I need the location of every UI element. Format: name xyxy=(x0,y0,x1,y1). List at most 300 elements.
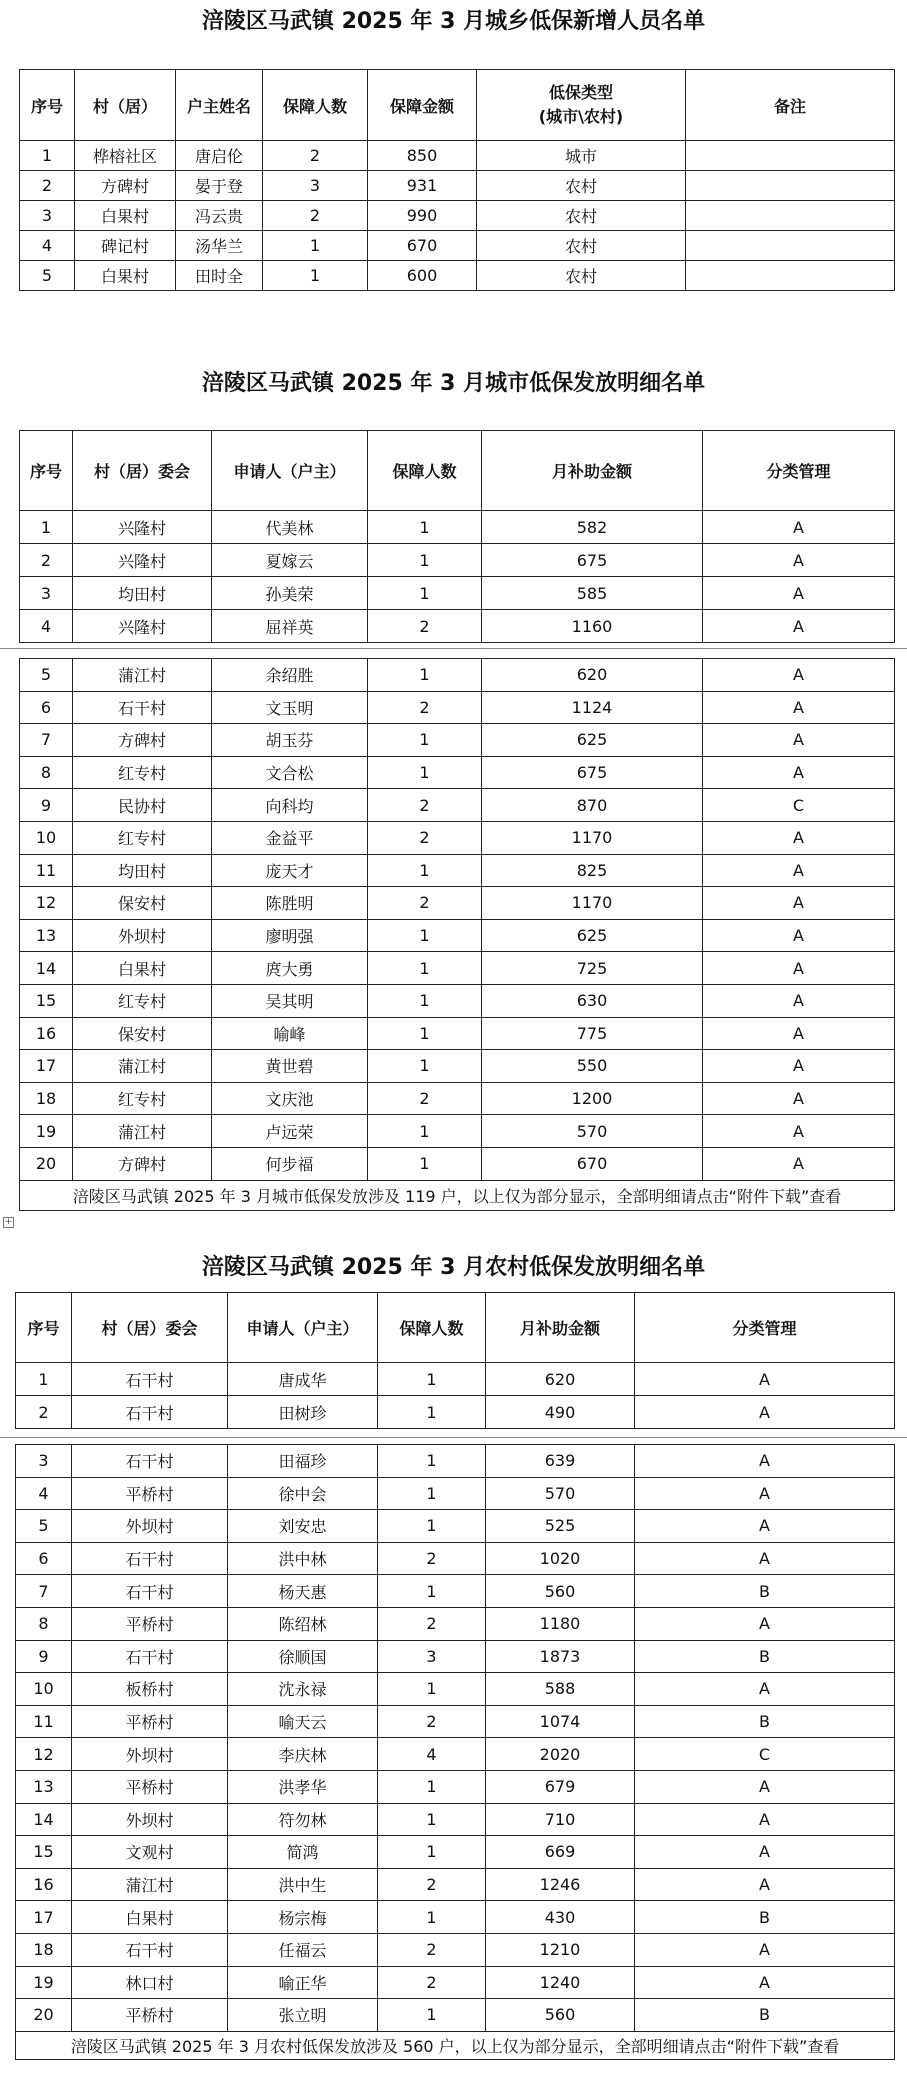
col-committee: 村（居）委会 xyxy=(72,1293,228,1363)
table-cell: 兴隆村 xyxy=(73,511,212,544)
table-cell: 庹大勇 xyxy=(212,952,368,985)
table-cell: 675 xyxy=(482,544,703,577)
table-row xyxy=(20,1050,895,1083)
table-cell: 1 xyxy=(378,1836,486,1869)
table-cell xyxy=(686,141,895,171)
table-cell: 670 xyxy=(482,1147,703,1180)
table-cell: 蒲江村 xyxy=(73,1050,212,1083)
table-cell xyxy=(686,171,895,201)
table-cell: 850 xyxy=(368,141,477,171)
table-row xyxy=(16,1445,895,1478)
table-cell: C xyxy=(635,1738,895,1771)
table-cell: 1 xyxy=(263,231,368,261)
table-cell: 1 xyxy=(378,1363,486,1396)
table-cell: 金益平 xyxy=(212,821,368,854)
table-cell xyxy=(686,261,895,291)
table-cell: 文观村 xyxy=(72,1836,228,1869)
table-cell: A xyxy=(703,821,895,854)
table-row xyxy=(20,756,895,789)
table-cell: 1 xyxy=(368,511,482,544)
table-cell: 兴隆村 xyxy=(73,544,212,577)
table-cell: 农村 xyxy=(477,231,686,261)
table-cell: 2 xyxy=(368,887,482,920)
col-remark: 备注 xyxy=(686,70,895,141)
table-cell: 唐成华 xyxy=(228,1363,378,1396)
table3-title: 涪陵区马武镇 2025 年 3 月农村低保发放明细名单 xyxy=(201,1255,706,1280)
table-cell: 方碑村 xyxy=(73,724,212,757)
table-cell: 1 xyxy=(378,1575,486,1608)
table-cell: 冯云贵 xyxy=(176,201,263,231)
table-cell: 石干村 xyxy=(72,1640,228,1673)
table-cell: A xyxy=(703,577,895,610)
table-cell: A xyxy=(703,691,895,724)
table-cell: 675 xyxy=(482,756,703,789)
table-cell: A xyxy=(635,1477,895,1510)
col-category: 分类管理 xyxy=(635,1293,895,1363)
table-cell: 2 xyxy=(20,544,73,577)
table-cell: 平桥村 xyxy=(72,1705,228,1738)
table-cell: 550 xyxy=(482,1050,703,1083)
table-cell: 1 xyxy=(378,1673,486,1706)
table-cell: 3 xyxy=(263,171,368,201)
table-cell: 1 xyxy=(368,724,482,757)
table-cell: 585 xyxy=(482,577,703,610)
table-cell: 1 xyxy=(368,756,482,789)
table-cell: 碑记村 xyxy=(75,231,176,261)
table-cell: 14 xyxy=(20,952,73,985)
table-row xyxy=(16,1477,895,1510)
col-persons: 保障人数 xyxy=(378,1293,486,1363)
table-cell: A xyxy=(635,1607,895,1640)
table-cell: 2 xyxy=(368,610,482,643)
table-cell: 3 xyxy=(20,577,73,610)
table-cell: 16 xyxy=(20,1017,73,1050)
table-cell: 均田村 xyxy=(73,854,212,887)
table-cell: 9 xyxy=(16,1640,72,1673)
table-cell: 1 xyxy=(368,854,482,887)
table-row xyxy=(16,1542,895,1575)
table-cell: 石干村 xyxy=(72,1933,228,1966)
table-cell: 12 xyxy=(20,887,73,920)
table-cell: 1 xyxy=(378,1396,486,1429)
table-cell: 屈祥英 xyxy=(212,610,368,643)
table-row xyxy=(20,1082,895,1115)
table-cell: A xyxy=(703,756,895,789)
col-householder: 户主姓名 xyxy=(176,70,263,141)
table-cell: 均田村 xyxy=(73,577,212,610)
col-type-label: 低保类型 (城市\农村) xyxy=(538,83,624,126)
table-cell: 城市 xyxy=(477,141,686,171)
table-cell: 夏嫁云 xyxy=(212,544,368,577)
table-cell: 1240 xyxy=(486,1966,635,1999)
table-row xyxy=(20,544,895,577)
table-cell: 19 xyxy=(20,1115,73,1148)
table-cell: 方碑村 xyxy=(73,1147,212,1180)
table-cell: 保安村 xyxy=(73,1017,212,1050)
table-cell: 4 xyxy=(20,231,75,261)
table-cell: 17 xyxy=(16,1901,72,1934)
urban-payment-table-continued xyxy=(19,658,895,1211)
table-cell: 方碑村 xyxy=(75,171,176,201)
table-cell: 蒲江村 xyxy=(73,659,212,692)
rural-payment-table-continued xyxy=(15,1444,895,2060)
table-row xyxy=(20,171,895,201)
table-cell: 8 xyxy=(16,1607,72,1640)
table-cell: 民协村 xyxy=(73,789,212,822)
table-cell: 林口村 xyxy=(72,1966,228,1999)
table-cell: 825 xyxy=(482,854,703,887)
table-cell: 588 xyxy=(486,1673,635,1706)
table-row xyxy=(20,724,895,757)
table-footnote-row xyxy=(20,1180,895,1210)
table-cell: 2 xyxy=(263,141,368,171)
table-row xyxy=(20,821,895,854)
table-cell: 红专村 xyxy=(73,984,212,1017)
page-break-line xyxy=(0,1437,907,1438)
table-cell: A xyxy=(703,1115,895,1148)
table-cell: 蒲江村 xyxy=(72,1868,228,1901)
table-cell: 5 xyxy=(20,659,73,692)
table-cell: 何步福 xyxy=(212,1147,368,1180)
table-cell: 679 xyxy=(486,1770,635,1803)
table-cell: 15 xyxy=(16,1836,72,1869)
table-cell: 18 xyxy=(20,1082,73,1115)
table-cell: 农村 xyxy=(477,261,686,291)
table-cell: 桦榕社区 xyxy=(75,141,176,171)
table-cell: 石干村 xyxy=(72,1363,228,1396)
table-row xyxy=(16,1999,895,2032)
table-cell: 石干村 xyxy=(73,691,212,724)
table-cell: 田福珍 xyxy=(228,1445,378,1478)
col-index: 序号 xyxy=(16,1293,72,1363)
table-cell: A xyxy=(635,1510,895,1543)
table-cell: 10 xyxy=(16,1673,72,1706)
table-cell: 1170 xyxy=(482,887,703,920)
table-cell: 外坝村 xyxy=(72,1803,228,1836)
table-cell: 430 xyxy=(486,1901,635,1934)
table-cell: 徐中会 xyxy=(228,1477,378,1510)
col-village: 村（居） xyxy=(75,70,176,141)
table-cell: 1 xyxy=(368,1147,482,1180)
table-cell: 11 xyxy=(16,1705,72,1738)
table-cell: 平桥村 xyxy=(72,1607,228,1640)
table-cell: 2 xyxy=(378,1542,486,1575)
table-row xyxy=(16,1770,895,1803)
table-cell: 卢远荣 xyxy=(212,1115,368,1148)
table-cell: 1 xyxy=(368,659,482,692)
table-row xyxy=(16,1868,895,1901)
table-cell: A xyxy=(703,854,895,887)
table-cell: 农村 xyxy=(477,201,686,231)
table-cell: A xyxy=(635,1966,895,1999)
table-cell: 620 xyxy=(486,1363,635,1396)
table-row xyxy=(16,1673,895,1706)
table-cell: 汤华兰 xyxy=(176,231,263,261)
table-cell: 625 xyxy=(482,919,703,952)
table-cell: 洪孝华 xyxy=(228,1770,378,1803)
new-members-table xyxy=(19,69,895,291)
expand-icon[interactable]: + xyxy=(4,1217,13,1227)
table-cell: 白果村 xyxy=(75,261,176,291)
table-row xyxy=(16,1705,895,1738)
col-monthly-amount: 月补助金额 xyxy=(482,431,703,511)
table-cell: 1 xyxy=(378,1477,486,1510)
urban-payment-table xyxy=(19,430,895,643)
table-cell: 文庆池 xyxy=(212,1082,368,1115)
table-cell: 石干村 xyxy=(72,1575,228,1608)
table-cell: 1 xyxy=(16,1363,72,1396)
table-row xyxy=(16,1933,895,1966)
table-cell: 杨宗梅 xyxy=(228,1901,378,1934)
table-cell: 外坝村 xyxy=(73,919,212,952)
table-cell: 990 xyxy=(368,201,477,231)
table-cell: C xyxy=(703,789,895,822)
table-row xyxy=(20,1017,895,1050)
table-cell: 13 xyxy=(16,1770,72,1803)
table-cell: A xyxy=(703,1050,895,1083)
page-break-line xyxy=(0,648,907,649)
table-cell: 廖明强 xyxy=(212,919,368,952)
table-cell: 1 xyxy=(263,261,368,291)
table-cell: 1170 xyxy=(482,821,703,854)
table-cell: A xyxy=(703,1147,895,1180)
table-cell: 2 xyxy=(378,1705,486,1738)
table-cell: 保安村 xyxy=(73,887,212,920)
table-cell: 白果村 xyxy=(72,1901,228,1934)
table-cell: 1 xyxy=(368,1050,482,1083)
table-cell: 1180 xyxy=(486,1607,635,1640)
table-row xyxy=(20,511,895,544)
table-cell: 625 xyxy=(482,724,703,757)
table-cell: 文玉明 xyxy=(212,691,368,724)
table-cell: 3 xyxy=(378,1640,486,1673)
table-cell: 1 xyxy=(368,919,482,952)
table-cell: 725 xyxy=(482,952,703,985)
table-cell: 石干村 xyxy=(72,1396,228,1429)
table-cell: 490 xyxy=(486,1396,635,1429)
table-cell: 洪中生 xyxy=(228,1868,378,1901)
table-row xyxy=(16,1966,895,1999)
table-cell: 1 xyxy=(378,1770,486,1803)
table2-header-row xyxy=(20,431,895,511)
table-cell: 田树珍 xyxy=(228,1396,378,1429)
table-cell: 1 xyxy=(368,984,482,1017)
table-cell: A xyxy=(635,1673,895,1706)
table-cell: 1020 xyxy=(486,1542,635,1575)
table-cell: 620 xyxy=(482,659,703,692)
table-cell: 余绍胜 xyxy=(212,659,368,692)
table-cell: 17 xyxy=(20,1050,73,1083)
table-cell: 1 xyxy=(368,544,482,577)
col-applicant: 申请人（户主） xyxy=(228,1293,378,1363)
col-category: 分类管理 xyxy=(703,431,895,511)
table-cell: 4 xyxy=(16,1477,72,1510)
table-cell: 1 xyxy=(20,141,75,171)
table-footnote-row xyxy=(16,2031,895,2059)
table-row xyxy=(16,1738,895,1771)
table-footnote: 涪陵区马武镇 2025 年 3 月城市低保发放涉及 119 户，以上仅为部分显示，全部明细请点击“附件下载”查看 xyxy=(20,1180,895,1210)
table-cell: 1 xyxy=(378,1510,486,1543)
table-cell: 田时全 xyxy=(176,261,263,291)
table-row xyxy=(20,984,895,1017)
table-row xyxy=(20,1147,895,1180)
table-cell: 18 xyxy=(16,1933,72,1966)
table-cell: A xyxy=(703,919,895,952)
table-row xyxy=(16,1575,895,1608)
table-cell: 8 xyxy=(20,756,73,789)
table-cell: 1 xyxy=(378,1445,486,1478)
table-cell: A xyxy=(703,610,895,643)
table-cell: 2020 xyxy=(486,1738,635,1771)
table-cell: 平桥村 xyxy=(72,1770,228,1803)
table-cell: B xyxy=(635,1640,895,1673)
table-row xyxy=(20,691,895,724)
table-cell: 3 xyxy=(20,201,75,231)
table-cell: 石干村 xyxy=(72,1542,228,1575)
table-cell: 1 xyxy=(20,511,73,544)
table-cell: 1124 xyxy=(482,691,703,724)
table-cell: 1 xyxy=(378,1803,486,1836)
table-cell: 文合松 xyxy=(212,756,368,789)
table-cell: A xyxy=(635,1803,895,1836)
table-cell: 唐启伦 xyxy=(176,141,263,171)
table-cell: 1 xyxy=(368,1017,482,1050)
table-cell: 1 xyxy=(368,577,482,610)
table-cell: 喻天云 xyxy=(228,1705,378,1738)
table-cell: 外坝村 xyxy=(72,1510,228,1543)
table-cell: 19 xyxy=(16,1966,72,1999)
table-cell: 白果村 xyxy=(75,201,176,231)
table-cell: 平桥村 xyxy=(72,1477,228,1510)
table-cell: A xyxy=(635,1445,895,1478)
table-cell: 晏于登 xyxy=(176,171,263,201)
col-type xyxy=(477,70,686,141)
table-cell: 板桥村 xyxy=(72,1673,228,1706)
table-cell: 1 xyxy=(368,1115,482,1148)
table-cell: 红专村 xyxy=(73,821,212,854)
table-cell: A xyxy=(703,659,895,692)
table-cell: A xyxy=(635,1363,895,1396)
table-row xyxy=(16,1510,895,1543)
table-cell: A xyxy=(703,887,895,920)
table-cell: A xyxy=(635,1396,895,1429)
table-cell: 13 xyxy=(20,919,73,952)
table-cell: 15 xyxy=(20,984,73,1017)
table-cell: 5 xyxy=(20,261,75,291)
table-cell: A xyxy=(703,1082,895,1115)
table-cell: 3 xyxy=(16,1445,72,1478)
table-cell: A xyxy=(703,724,895,757)
table-cell: 2 xyxy=(378,1966,486,1999)
table-cell: 1200 xyxy=(482,1082,703,1115)
col-persons: 保障人数 xyxy=(368,431,482,511)
table-cell: A xyxy=(703,544,895,577)
table-cell: 沈永禄 xyxy=(228,1673,378,1706)
table-row xyxy=(20,261,895,291)
table-cell: 2 xyxy=(368,1082,482,1115)
table-cell: 20 xyxy=(20,1147,73,1180)
table-cell: 2 xyxy=(16,1396,72,1429)
table-cell: 庞天才 xyxy=(212,854,368,887)
table-row xyxy=(16,1901,895,1934)
table-cell: 6 xyxy=(16,1542,72,1575)
table-cell: 石干村 xyxy=(72,1445,228,1478)
table-row xyxy=(20,141,895,171)
table-cell: 2 xyxy=(378,1933,486,1966)
table-cell: 870 xyxy=(482,789,703,822)
table-cell: 9 xyxy=(20,789,73,822)
table-cell: 7 xyxy=(16,1575,72,1608)
table-cell: 6 xyxy=(20,691,73,724)
table-cell: 简鸿 xyxy=(228,1836,378,1869)
table-cell: 任福云 xyxy=(228,1933,378,1966)
table-cell: 560 xyxy=(486,1575,635,1608)
rural-payment-table xyxy=(15,1292,895,1429)
table-cell: 喻峰 xyxy=(212,1017,368,1050)
table-cell: 20 xyxy=(16,1999,72,2032)
table-cell: 胡玉芬 xyxy=(212,724,368,757)
table-cell: B xyxy=(635,1999,895,2032)
table-cell: 669 xyxy=(486,1836,635,1869)
table-cell: 931 xyxy=(368,171,477,201)
table-row xyxy=(16,1640,895,1673)
table-cell: 670 xyxy=(368,231,477,261)
table-cell: B xyxy=(635,1575,895,1608)
table-row xyxy=(16,1836,895,1869)
table-cell: 12 xyxy=(16,1738,72,1771)
table-row xyxy=(20,659,895,692)
table1-title: 涪陵区马武镇 2025 年 3 月城乡低保新增人员名单 xyxy=(201,9,706,34)
table-cell: 14 xyxy=(16,1803,72,1836)
table-cell: 5 xyxy=(16,1510,72,1543)
table-row xyxy=(20,1115,895,1148)
table-cell: A xyxy=(635,1770,895,1803)
table-cell: 1246 xyxy=(486,1868,635,1901)
table-row xyxy=(20,201,895,231)
table-cell: 1 xyxy=(368,952,482,985)
table-cell: 570 xyxy=(486,1477,635,1510)
table-cell: 4 xyxy=(20,610,73,643)
table-cell: 1 xyxy=(378,1999,486,2032)
table-cell: 孙美荣 xyxy=(212,577,368,610)
table-row xyxy=(16,1396,895,1429)
table-cell: 吴其明 xyxy=(212,984,368,1017)
table-cell: 1160 xyxy=(482,610,703,643)
table-cell: 代美林 xyxy=(212,511,368,544)
table-row xyxy=(20,789,895,822)
table-cell: A xyxy=(635,1868,895,1901)
table-cell: 兴隆村 xyxy=(73,610,212,643)
table-cell: A xyxy=(635,1542,895,1575)
table-cell: 杨天惠 xyxy=(228,1575,378,1608)
table-cell: 喻正华 xyxy=(228,1966,378,1999)
table-cell: 2 xyxy=(368,789,482,822)
table-cell: B xyxy=(635,1705,895,1738)
table-cell: 2 xyxy=(263,201,368,231)
table-cell: 630 xyxy=(482,984,703,1017)
col-committee: 村（居）委会 xyxy=(73,431,212,511)
col-persons: 保障人数 xyxy=(263,70,368,141)
table-cell: 1210 xyxy=(486,1933,635,1966)
table-cell: 2 xyxy=(378,1868,486,1901)
table-cell: 张立明 xyxy=(228,1999,378,2032)
table-cell: A xyxy=(635,1836,895,1869)
table-cell: 徐顺国 xyxy=(228,1640,378,1673)
table-cell: 符勿林 xyxy=(228,1803,378,1836)
table-cell: 红专村 xyxy=(73,756,212,789)
table-cell: 525 xyxy=(486,1510,635,1543)
col-index: 序号 xyxy=(20,431,73,511)
